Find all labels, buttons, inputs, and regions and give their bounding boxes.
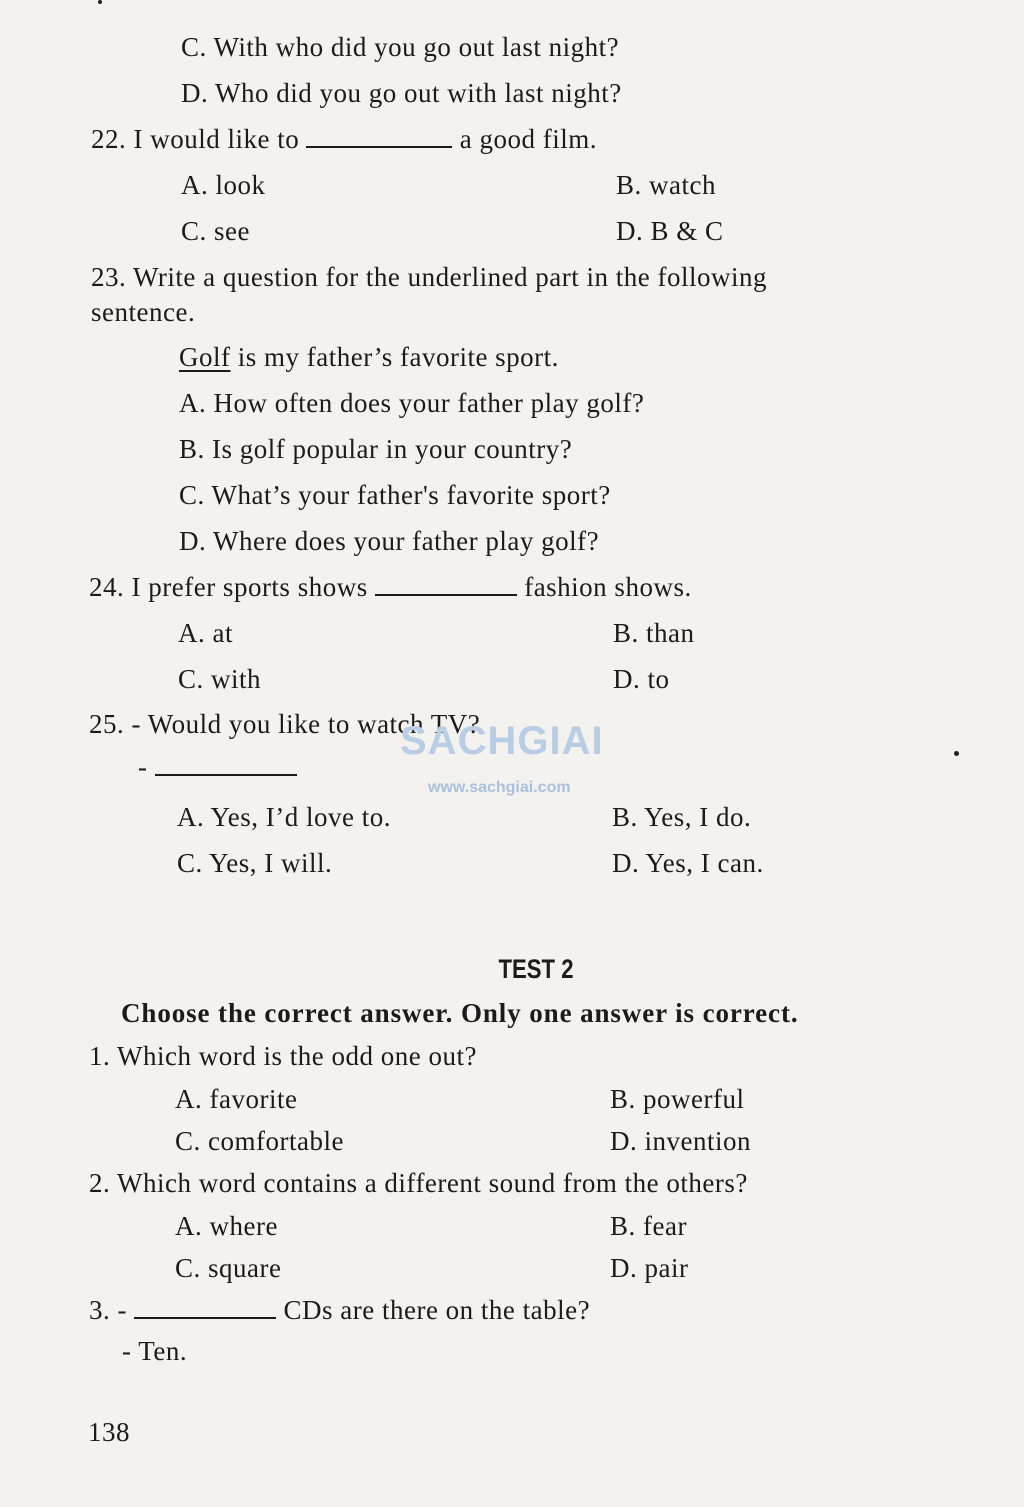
q23-stem-line1: 23. Write a question for the underlined part in the following bbox=[91, 262, 768, 292]
q24-option-b: B. than bbox=[613, 618, 695, 648]
q25-option-b: B. Yes, I do. bbox=[612, 802, 752, 832]
q24-stem-end: fashion shows. bbox=[524, 572, 692, 602]
q25-answer-blank bbox=[155, 754, 297, 776]
t2-q2-option-b: B. fear bbox=[610, 1211, 687, 1241]
q23-option-c: C. What’s your father's favorite sport? bbox=[179, 480, 611, 510]
q22-answer-blank bbox=[306, 126, 452, 148]
t2-q1-stem: 1. Which word is the odd one out? bbox=[89, 1041, 477, 1071]
scan-speck bbox=[954, 751, 959, 756]
q24-answer-blank bbox=[375, 574, 517, 596]
t2-q3-stem bbox=[89, 1295, 590, 1326]
q23-sentence-rest: is my father’s favorite sport. bbox=[230, 342, 559, 372]
q22-option-a: A. look bbox=[181, 170, 266, 200]
watermark-logo: SACHGIAI bbox=[400, 719, 604, 763]
q25-reply-dash: - bbox=[138, 752, 148, 782]
q23-underlined-word: Golf bbox=[179, 342, 231, 372]
q22-option-b: B. watch bbox=[616, 170, 716, 200]
q24-stem bbox=[89, 572, 692, 603]
q22-stem-end: a good film. bbox=[459, 124, 597, 154]
t2-q2-stem: 2. Which word contains a different sound from the others? bbox=[89, 1168, 748, 1198]
t2-q1-option-c: C. comfortable bbox=[175, 1126, 344, 1156]
t2-q3-answer: - Ten. bbox=[122, 1336, 188, 1366]
t2-q2-option-d: D. pair bbox=[610, 1253, 689, 1283]
test-2-instruction: Choose the correct answer. Only one answer is correct. bbox=[121, 998, 799, 1028]
t2-q1-option-b: B. powerful bbox=[610, 1084, 745, 1114]
t2-q1-option-d: D. invention bbox=[610, 1126, 751, 1156]
q24-option-a: A. at bbox=[178, 618, 233, 648]
watermark-url: www.sachgiai.com bbox=[428, 779, 571, 796]
t2-q3-stem-end: CDs are there on the table? bbox=[283, 1295, 591, 1325]
q23-option-a: A. How often does your father play golf? bbox=[179, 388, 645, 418]
q23-sentence bbox=[179, 342, 559, 373]
sachgiai-watermark bbox=[400, 705, 630, 805]
test-2-heading: TEST 2 bbox=[498, 954, 574, 984]
q23-option-b: B. Is golf popular in your country? bbox=[179, 434, 573, 464]
scan-speck bbox=[98, 0, 102, 4]
t2-q1-option-a: A. favorite bbox=[175, 1084, 298, 1114]
q22-stem bbox=[91, 124, 597, 155]
t2-q3-answer-blank bbox=[134, 1297, 276, 1319]
q23-stem-line2: sentence. bbox=[91, 297, 196, 327]
q25-stem: 25. - Would you like to watch TV? bbox=[89, 709, 481, 739]
q23-option-d: D. Where does your father play golf? bbox=[179, 526, 600, 556]
q24-option-d: D. to bbox=[613, 664, 670, 694]
q21-option-d: D. Who did you go out with last night? bbox=[181, 78, 622, 108]
q21-option-c: C. With who did you go out last night? bbox=[181, 32, 620, 62]
q25-reply-line bbox=[138, 752, 297, 783]
t2-q2-option-a: A. where bbox=[175, 1211, 278, 1241]
q24-option-c: C. with bbox=[178, 664, 262, 694]
t2-q2-option-c: C. square bbox=[175, 1253, 282, 1283]
page-number: 138 bbox=[88, 1417, 130, 1447]
t2-q3-stem-start: 3. - bbox=[89, 1295, 127, 1325]
q22-option-d: D. B & C bbox=[616, 216, 724, 246]
q22-stem-start: 22. I would like to bbox=[91, 124, 300, 154]
q24-stem-start: 24. I prefer sports shows bbox=[89, 572, 368, 602]
q25-option-c: C. Yes, I will. bbox=[177, 848, 333, 878]
q25-option-a: A. Yes, I’d love to. bbox=[177, 802, 392, 832]
q22-option-c: C. see bbox=[181, 216, 250, 246]
q25-option-d: D. Yes, I can. bbox=[612, 848, 764, 878]
